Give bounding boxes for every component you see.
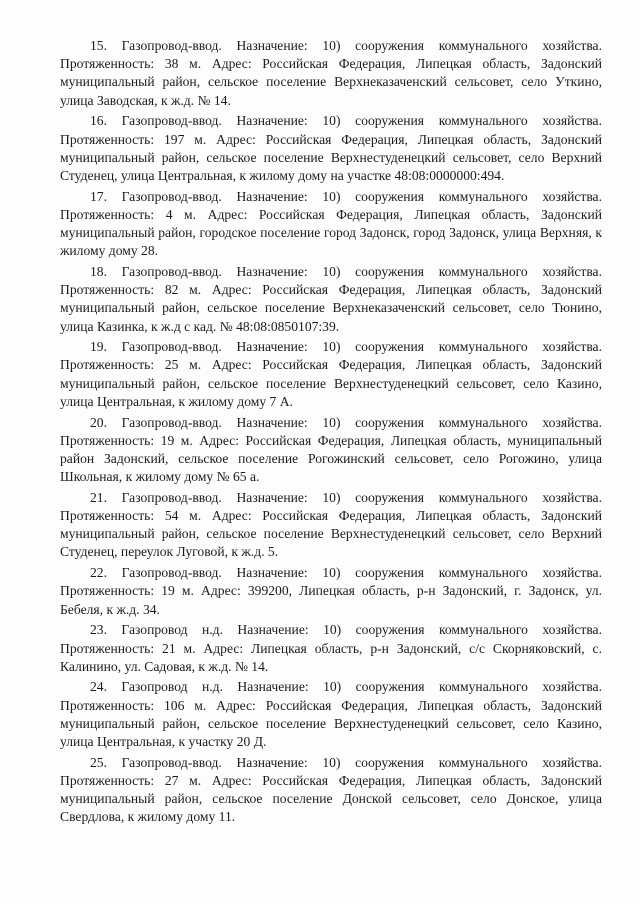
item-list [60, 37, 602, 827]
list-item: 18. Газопровод-ввод. Назначение: 10) сооружения коммунального хозяйства. Протяженность: 82 м. Адрес: Российская Федерация, Липецкая область, Задонский муниципальный район, сельское поселение Верхнеказаченский сельсовет, село Тюнино, улица Казинка, к ж.д с кад. № 48:08:0850107:39. [60, 263, 602, 334]
list-item: 21. Газопровод-ввод. Назначение: 10) сооружения коммунального хозяйства. Протяженность: 54 м. Адрес: Российская Федерация, Липецкая область, Задонский муниципальный район, сельское поселение Верхнестуденецкий сельсовет, село Верхний Студенец, переулок Луговой, к ж.д. 5. [60, 489, 602, 560]
list-item: 15. Газопровод-ввод. Назначение: 10) сооружения коммунального хозяйства. Протяженность: 38 м. Адрес: Российская Федерация, Липецкая область, Задонский муниципальный район, сельское поселение Верхнеказаченский сельсовет, село Уткино, улица Заводская, к ж.д. № 14. [60, 38, 602, 108]
list-item: 17. Газопровод-ввод. Назначение: 10) сооружения коммунального хозяйства. Протяженность: 4 м. Адрес: Российская Федерация, Липецкая область, Задонский муниципальный район, городское поселение город Задонск, город Задонск, улица Верхняя, к жилому дому 28. [60, 188, 602, 259]
list-item: 24. Газопровод н.д. Назначение: 10) сооружения коммунального хозяйства. Протяженность: 106 м. Адрес: Российская Федерация, Липецкая область, Задонский муниципальный район, сельское поселение Верхнестуденецкий сельсовет, село Казино, улица Центральная, к участку 20 Д. [60, 679, 602, 750]
list-item: 20. Газопровод-ввод. Назначение: 10) сооружения коммунального хозяйства. Протяженность: 19 м. Адрес: Российская Федерация, Липецкая область, муниципальный район Задонский, сельское поселение Рогожинский сельсовет, село Рогожино, улица Школьная, к жилому дому № 65 а. [60, 414, 602, 485]
list-item: 16. Газопровод-ввод. Назначение: 10) сооружения коммунального хозяйства. Протяженность: 197 м. Адрес: Российская Федерация, Липецкая область, Задонский муниципальный район, сельское поселение Верхнестуденецкий сельсовет, село Верхний Студенец, улица Центральная, к жилому дому на участке 48:08:0000000:494. [60, 113, 602, 183]
list-item: 19. Газопровод-ввод. Назначение: 10) сооружения коммунального хозяйства. Протяженность: 25 м. Адрес: Российская Федерация, Липецкая область, Задонский муниципальный район, сельское поселение Верхнестуденецкий сельсовет, село Казино, улица Центральная, к жилому дому 7 А. [60, 339, 602, 409]
list-item: 22. Газопровод-ввод. Назначение: 10) сооружения коммунального хозяйства. Протяженность: 19 м. Адрес: 399200, Липецкая область, р-н Задонский, г. Задонск, ул. Бебеля, к ж.д. 34. [60, 565, 602, 617]
list-item: 23. Газопровод н.д. Назначение: 10) сооружения коммунального хозяйства. Протяженность: 21 м. Адрес: Липецкая область, р-н Задонский, с/с Скорняковский, с. Калинино, ул. Садовая, к ж.д. № 14. [60, 622, 602, 674]
list-item: 25. Газопровод-ввод. Назначение: 10) сооружения коммунального хозяйства. Протяженность: 27 м. Адрес: Российская Федерация, Липецкая область, Задонский муниципальный район, сельское поселение Донской сельсовет, село Донское, улица Свердлова, к жилому дому 11. [60, 754, 602, 825]
